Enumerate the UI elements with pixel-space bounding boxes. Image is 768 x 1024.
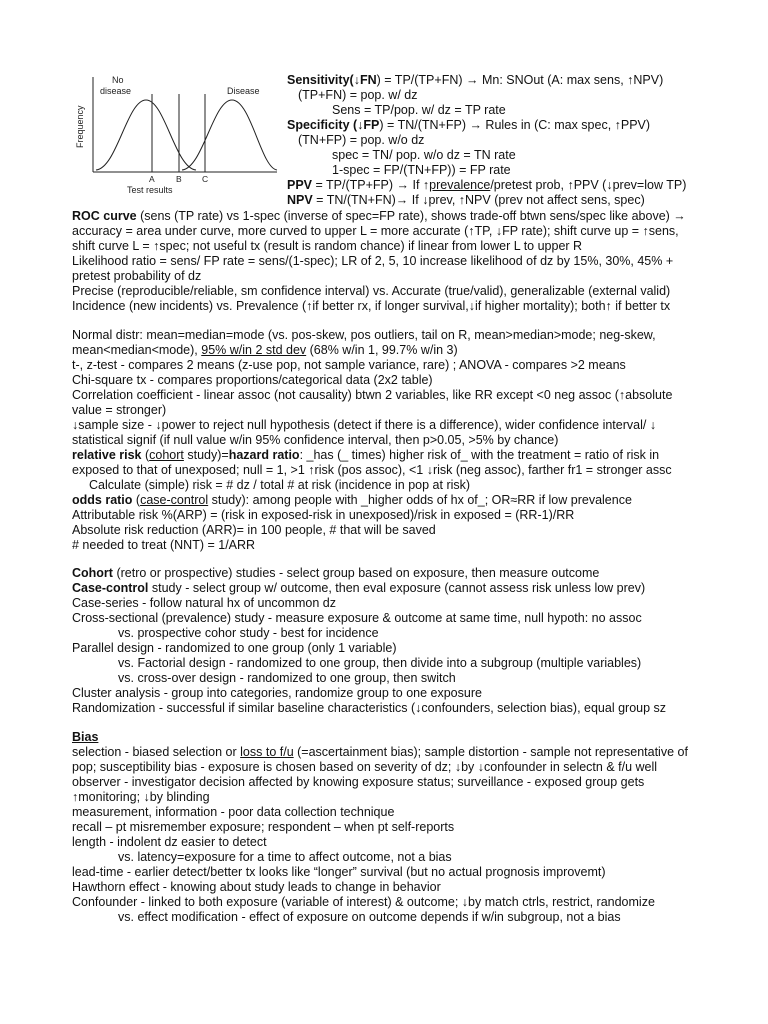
distribution-figure [72, 72, 282, 197]
case-control-text: study - select group w/ outcome, then eval exposure (cannot assess risk unless low prev) [148, 581, 646, 595]
cluster-analysis-line: Cluster analysis - group into categories, randomize group to one exposure [72, 686, 482, 700]
loss-to-fu-underlined: loss to f/u [240, 745, 294, 759]
sample-size-line: ↓sample size - ↓power to reject null hypothesis (detect if there is a difference), wider confidence interval/ ↓ [72, 418, 657, 432]
fp-rate-line: 1-spec = FP/(TN+FP)) = FP rate [332, 163, 511, 177]
cross-over-design-line: vs. cross-over design - randomized to one group, then switch [118, 671, 456, 685]
odds-ratio-paren: ( [132, 493, 141, 507]
sensitivity-arrow: (↓ [349, 73, 360, 87]
relative-risk-line [72, 448, 659, 463]
sensitivity-line [287, 73, 663, 88]
selection-bias-text-a: selection - biased selection or [72, 745, 241, 759]
hawthorn-effect-line: Hawthorn effect - knowing about study leads to change in behavior [72, 880, 441, 894]
specificity-pop-line: (TN+FP) = pop. w/o dz [298, 133, 425, 147]
no-disease-curve [96, 100, 196, 170]
measurement-bias-line: measurement, information - poor data collection technique [72, 805, 395, 819]
tick-c: C [202, 174, 209, 184]
roc-heading: ROC curve [72, 209, 137, 223]
figure-label-no: No [112, 75, 124, 85]
t-test-line: t-, z-test - compares 2 means (z-use pop, not sample variance, rare) ; ANOVA - compares >2 means [72, 358, 626, 372]
lead-time-bias-line: lead-time - earlier detect/better tx looks like “longer” survival (but no actual prognosis improvemt) [72, 865, 606, 879]
cohort-heading: Cohort [72, 566, 113, 580]
incidence-prevalence-line: Incidence (new incidents) vs. Prevalence (↑if better rx, if longer survival,↓if higher mortality); both↑ if better tx [72, 299, 671, 313]
recall-bias-line: recall – pt misremember exposure; respondent – when pt self-reports [72, 820, 455, 834]
normal-distr-text-b: (68% w/in 1, 99.7% w/in 3) [306, 343, 458, 357]
correlation-line: Correlation coefficient - linear assoc (not causality) btwn 2 variables, like RR except <0 neg assoc (↑absolute [72, 388, 673, 402]
normal-distr-line-2 [72, 343, 458, 358]
normal-distr-line: Normal distr: mean=median=mode (vs. pos-skew, pos outliers, tail on R, mean>median>mode; neg-skew, [72, 328, 656, 342]
sensitivity-heading: Sensitivity [287, 73, 350, 87]
relative-risk-heading: relative risk [72, 448, 142, 462]
likelihood-ratio-line: Likelihood ratio = sens/ FP rate = sens/(1-spec); LR of 2, 5, 10 increase likelihood of dz by 15%, 30%, 45% + [72, 254, 674, 268]
factorial-design-line: vs. Factorial design - randomized to one group, then divide into a subgroup (multiple variables) [118, 656, 642, 670]
sample-size-line-2: statistical signif (if null value w/in 95% confidence interval, then p>0.05, >5% by chance) [72, 433, 559, 447]
likelihood-ratio-line-2: pretest probability of dz [72, 269, 202, 283]
ppv-line [287, 178, 686, 193]
selection-bias-line [72, 745, 688, 760]
case-control-line [72, 581, 645, 596]
normal-distr-text-a: mean<median<mode), [72, 343, 202, 357]
susceptibility-bias-line: pop; susceptibility bias - exposure is chosen based on severity of dz; ↓by ↓confounder in selectn & f/u well [72, 760, 658, 774]
roc-text: (sens (TP rate) vs 1-spec (inverse of spec=FP rate), shows trade-off btwn sens/spec like above) → [136, 209, 686, 223]
roc-line-3: shift curve L = ↑spec; not useful tx (result is random chance) if linear from lower L to upper R [72, 239, 583, 253]
tick-a: A [149, 174, 155, 184]
figure-ylabel: Frequency [75, 105, 85, 148]
figure-label-no-disease: disease [100, 86, 132, 96]
specificity-heading: Specificity [287, 118, 350, 132]
cross-sectional-line: Cross-sectional (prevalence) study - measure exposure & outcome at same time, null hypoth: no assoc [72, 611, 642, 625]
case-control-heading: Case-control [72, 581, 149, 595]
sensitivity-fn: FN [359, 73, 377, 87]
odds-ratio-line [72, 493, 632, 508]
relative-risk-text: : _has (_ times) higher risk of_ with the treatment = ratio of risk in [299, 448, 660, 462]
roc-line-2: accuracy = area under curve, more curved to upper L = more accurate (↑TP, ↓FP rate); shift curve up = ↑sens, [72, 224, 679, 238]
confounder-line: Confounder - linked to both exposure (variable of interest) & outcome; ↓by match ctrls, restrict, randomize [72, 895, 655, 909]
ppv-heading: PPV [287, 178, 313, 192]
correlation-line-2: value = stronger) [72, 403, 167, 417]
hazard-ratio-heading: hazard ratio [228, 448, 300, 462]
selection-bias-text-b: (=ascertainment bias); sample distortion - sample not representative of [293, 745, 688, 759]
npv-formula: = TN/(TN+FN)→ If ↓prev, ↑NPV (prev not affect sens, spec) [312, 193, 645, 207]
relative-risk-study: study)= [183, 448, 229, 462]
specificity-rate-line: spec = TN/ pop. w/o dz = TN rate [332, 148, 516, 162]
chi-square-line: Chi-square tx - compares proportions/categorical data (2x2 table) [72, 373, 433, 387]
effect-modification-line: vs. effect modification - effect of exposure on outcome depends if w/in subgroup, not a bias [118, 910, 621, 924]
sensitivity-rate-line: Sens = TP/pop. w/ dz = TP rate [332, 103, 506, 117]
nnt-line: # needed to treat (NNT) = 1/ARR [72, 538, 256, 552]
odds-ratio-text: study): among people with _higher odds of hx of_; OR≈RR if low prevalence [208, 493, 632, 507]
roc-line-1 [72, 209, 686, 224]
arr-line: Absolute risk reduction (ARR)= in 100 people, # that will be saved [72, 523, 436, 537]
observer-bias-line: observer - investigator decision affected by knowing exposure status; surveillance - exposed group gets [72, 775, 645, 789]
figure-xlabel: Test results [127, 185, 173, 195]
prospective-cohort-line: vs. prospective cohor study - best for incidence [118, 626, 379, 640]
std-dev-underlined: 95% w/in 2 std dev [201, 343, 307, 357]
ppv-text-a: = TP/(TP+FP) → If ↑ [312, 178, 430, 192]
cohort-text: (retro or prospective) studies - select group based on exposure, then measure outcome [112, 566, 600, 580]
relative-risk-paren: ( [141, 448, 150, 462]
disease-curve [182, 100, 277, 170]
tick-b: B [176, 174, 182, 184]
cohort-underlined: cohort [149, 448, 184, 462]
case-series-line: Case-series - follow natural hx of uncommon dz [72, 596, 337, 610]
specificity-formula: ) = TN/(TN+FP) → Rules in (C: max spec, ↑PPV) [379, 118, 651, 132]
ppv-prevalence: prevalence [429, 178, 491, 192]
cohort-line [72, 566, 599, 581]
ppv-text-b: /pretest prob, ↑PPV (↓prev=low TP) [490, 178, 687, 192]
odds-ratio-heading: odds ratio [72, 493, 133, 507]
latency-line: vs. latency=exposure for a time to affect outcome, not a bias [118, 850, 452, 864]
randomization-line: Randomization - successful if similar baseline characteristics (↓confounders, selection bias), equal group sz [72, 701, 667, 715]
simple-risk-line: Calculate (simple) risk = # dz / total # at risk (incidence in pop at risk) [89, 478, 471, 492]
length-bias-line: length - indolent dz easier to detect [72, 835, 267, 849]
specificity-line [287, 118, 650, 133]
parallel-design-line: Parallel design - randomized to one group (only 1 variable) [72, 641, 397, 655]
npv-heading: NPV [287, 193, 313, 207]
sensitivity-formula: ) = TP/(TP+FN) → Mn: SNOut (A: max sens, ↑NPV) [376, 73, 664, 87]
npv-line [287, 193, 645, 208]
case-control-underlined: case-control [140, 493, 209, 507]
attributable-risk-line: Attributable risk %(ARP) = (risk in exposed-risk in unexposed)/risk in exposed = (RR-1)/RR [72, 508, 575, 522]
figure-label-disease: Disease [227, 86, 260, 96]
specificity-arrow: (↓ [349, 118, 364, 132]
precise-accurate-line: Precise (reproducible/reliable, sm confidence interval) vs. Accurate (true/valid), generalizable (external valid) [72, 284, 671, 298]
bias-heading: Bias [72, 730, 99, 744]
specificity-fp: FP [363, 118, 380, 132]
relative-risk-line-2: exposed to that of unexposed; null = 1, >1 ↑risk (pos assoc), <1 ↓risk (neg assoc), farther fr1 = stronger assc [72, 463, 672, 477]
observer-bias-line-2: ↑monitoring; ↓by blinding [72, 790, 210, 804]
sensitivity-pop-line: (TP+FN) = pop. w/ dz [298, 88, 418, 102]
